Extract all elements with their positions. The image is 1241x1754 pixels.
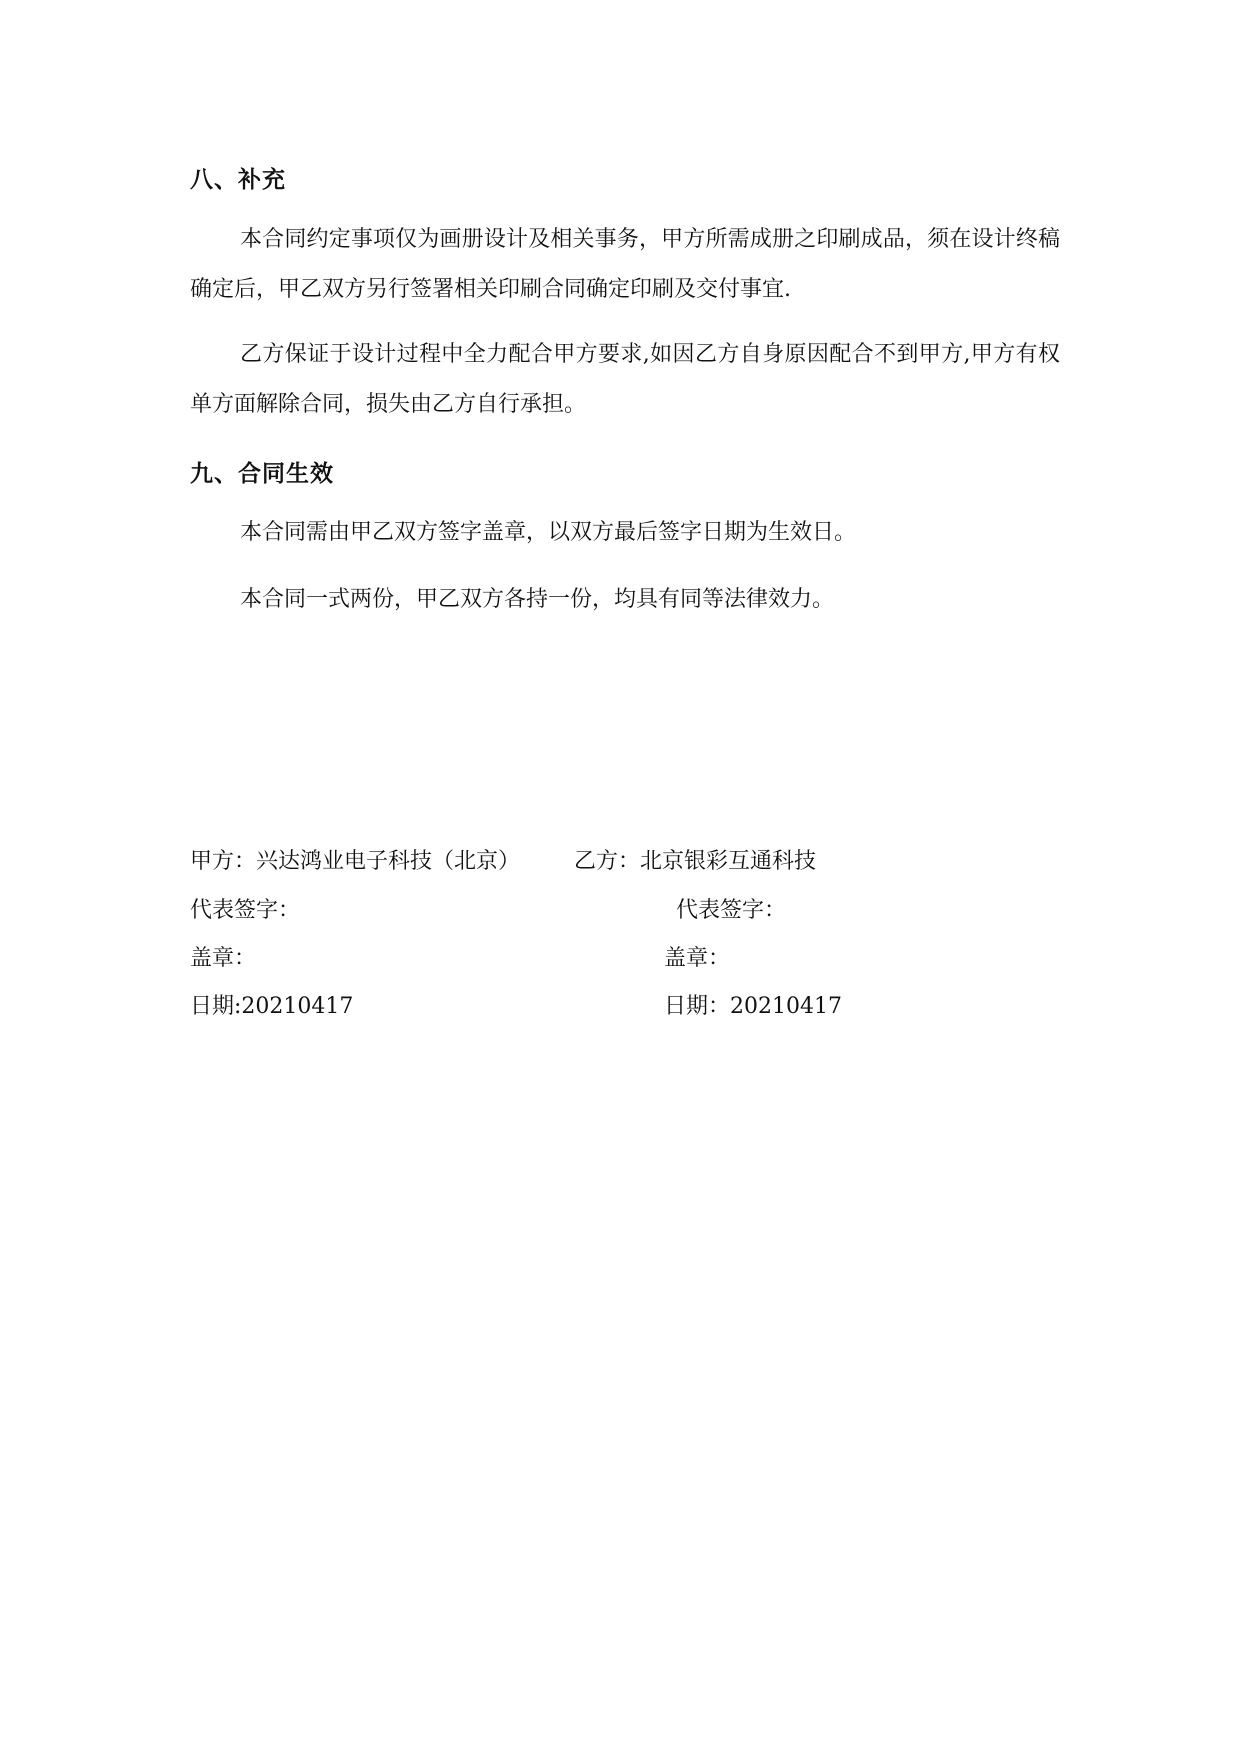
party-a-representative-signature: 代表签字： [190,898,301,923]
party-a-name: 甲方：兴达鸿业电子科技（北京） [190,849,521,874]
section-heading-supplement: 八、补充 [190,167,286,193]
party-b-date: 日期：20210417 [664,994,842,1019]
effectiveness-paragraph-2: 本合同一式两份，甲乙双方各持一份，均具有同等法律效力。 [240,587,835,612]
effectiveness-paragraph-1: 本合同需由甲乙双方签字盖章，以双方最后签字日期为生效日。 [240,520,857,545]
supplement-paragraph-1: 本合同约定事项仅为画册设计及相关事务，甲方所需成册之印刷成品，须在设计终稿确定后，甲乙双方另行签署相关印刷合同确定印刷及交付事宜. [190,227,1060,302]
party-b-name: 乙方：北京银彩互通科技 [574,849,817,874]
party-b-representative-signature: 代表签字： [676,898,787,923]
party-b-seal: 盖章： [664,946,731,971]
party-a-seal: 盖章： [190,946,257,971]
supplement-paragraph-2: 乙方保证于设计过程中全力配合甲方要求,如因乙方自身原因配合不到甲方,甲方有权单方面解除合同，损失由乙方自行承担。 [190,342,1060,417]
party-a-date: 日期:20210417 [190,994,354,1019]
section-heading-effectiveness: 九、合同生效 [190,461,334,487]
